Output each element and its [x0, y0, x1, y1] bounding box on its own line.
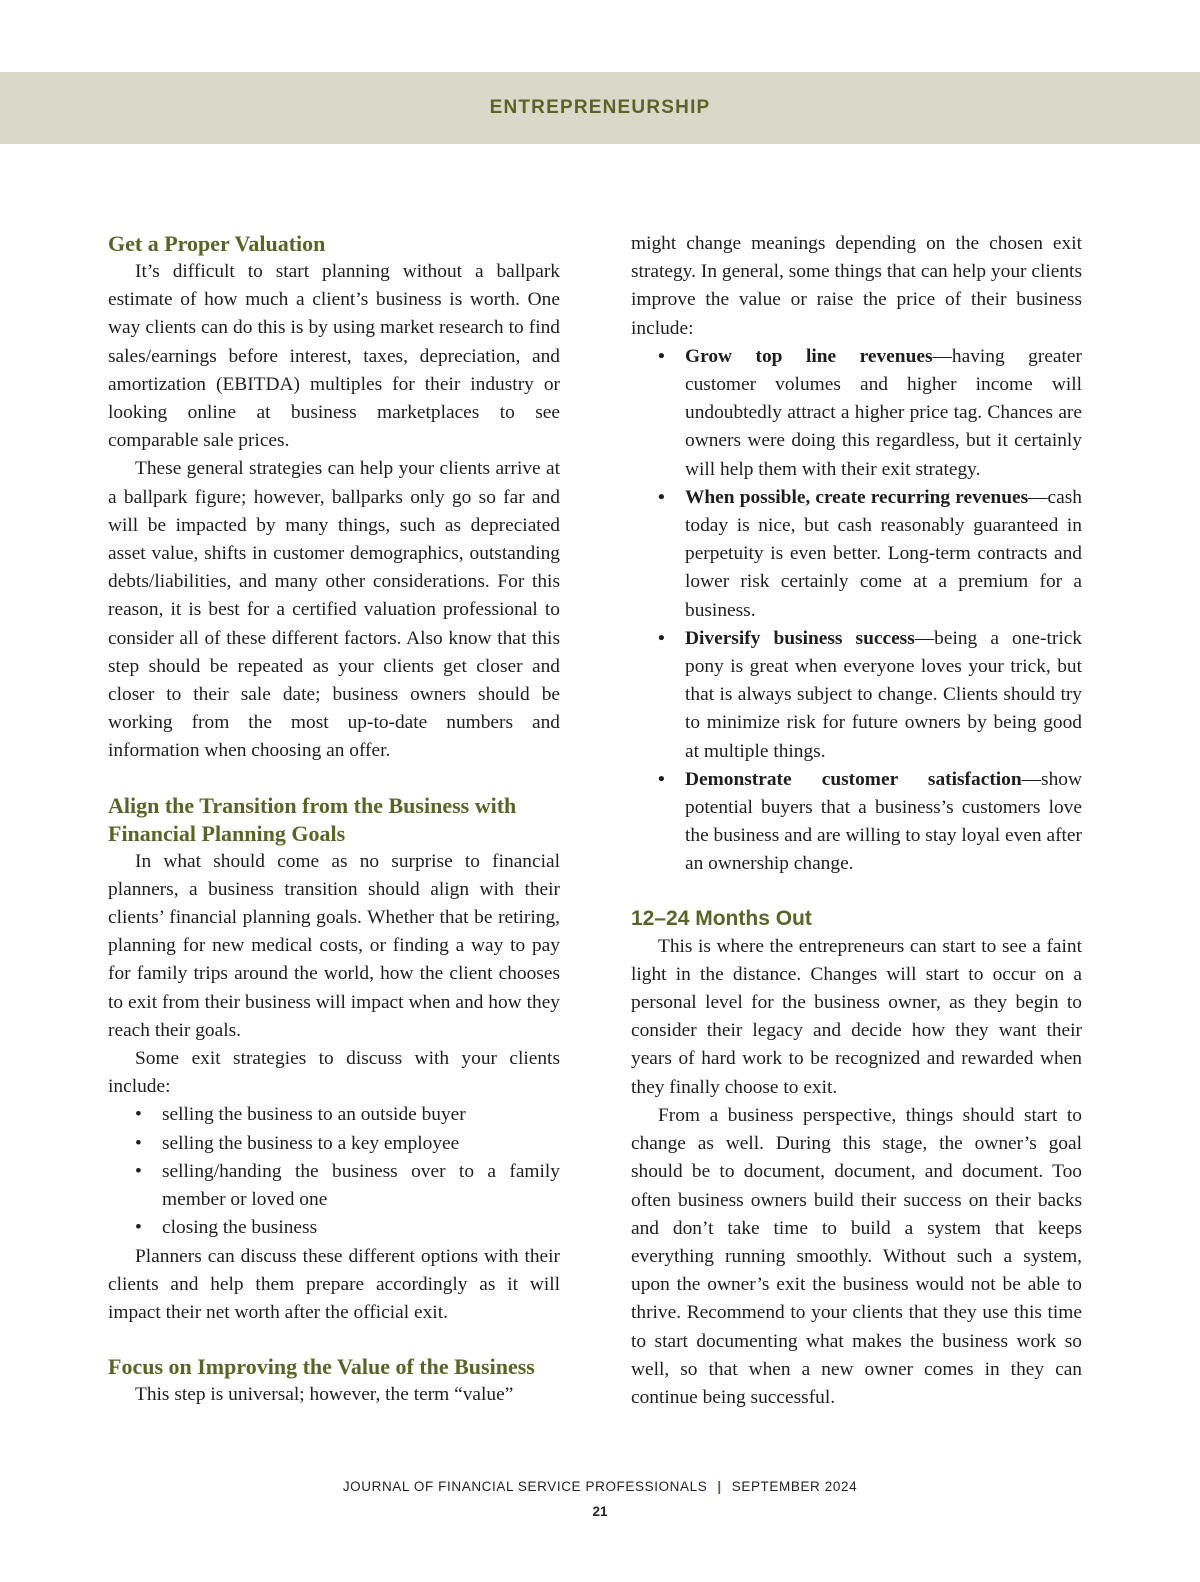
- journal-title: JOURNAL OF FINANCIAL SERVICE PROFESSIONALS: [342, 1479, 708, 1494]
- list-item: • Demonstrate customer satisfaction—show potential buyers that a business’s customers love the business and are willing to stay loyal even after an ownership change.: [631, 766, 1082, 879]
- right-column: [631, 230, 1082, 1412]
- bullet-icon: •: [135, 1132, 142, 1154]
- bullet-icon: •: [658, 768, 665, 790]
- heading-align-transition: Align the Transition from the Business with Financial Planning Goals: [108, 792, 517, 846]
- footer-journal: [0, 1479, 1200, 1494]
- heading-improve-value: Focus on Improving the Value of the Business: [108, 1354, 535, 1380]
- bullet-icon: •: [135, 1160, 142, 1182]
- paragraph: Planners can discuss these different options with their clients and help them prepare accordingly as it will impact their net worth after the official exit.: [108, 1245, 560, 1323]
- paragraph: This step is universal; however, the term “value”: [135, 1384, 514, 1406]
- list-item-lead: Demonstrate customer satisfaction: [685, 768, 1022, 790]
- list-item: • When possible, create recurring revenues—cash today is nice, but cash reasonably guaranteed in perpetuity is even better. Long-term contracts and lower risk certainly come at a premium for a business.: [631, 484, 1082, 625]
- bullet-icon: •: [658, 486, 665, 508]
- paragraph: might change meanings depending on the chosen exit strategy. In general, some things that can help your clients improve the value or raise the price of their business include:: [631, 233, 1082, 339]
- section-title: ENTREPRENEURSHIP: [489, 97, 711, 118]
- bullet-icon: •: [658, 345, 665, 367]
- paragraph: In what should come as no surprise to financial planners, a business transition should align with their clients’ financial planning goals. Whether that be retiring, planning for new medical costs, or finding a way to pay for family trips around the world, how the client chooses to exit from their business will impact when and how they reach their goals.: [108, 850, 560, 1041]
- paragraph: From a business perspective, things should start to change as well. During this stage, the owner’s goal should be to document, document, and document. Too often business owners build their success on their backs and don’t take time to build a system that keeps everything running smoothly. Without such a system, upon the owner’s exit the business would not be able to thrive. Recommend to your clients that they use this time to start documenting what makes the business work so well, so that when a new owner comes in they can continue being successful.: [631, 1104, 1082, 1408]
- list-item: • selling/handing the business over to a family member or loved one: [108, 1158, 560, 1214]
- list-item: • selling the business to an outside buyer: [108, 1101, 560, 1129]
- list-item: • closing the business: [108, 1214, 560, 1242]
- list-item-lead: Grow top line revenues: [685, 345, 933, 367]
- paragraph: Some exit strategies to discuss with your clients include:: [108, 1048, 560, 1098]
- issue-date: SEPTEMBER 2024: [731, 1479, 858, 1494]
- bullet-icon: •: [135, 1104, 142, 1126]
- paragraph: These general strategies can help your clients arrive at a ballpark figure; however, ballparks only go so far and will be impacted by many things, such as depreciated asset value, shifts in customer demographics, outstanding debts/liabilities, and many other considerations. For this reason, it is best for a certified valuation professional to consider all of these different factors. Also know that this step should be repeated as your clients get closer and closer to their sale date; business owners should be working from the most up-to-date numbers and information when choosing an offer.: [108, 458, 560, 762]
- paragraph: It’s difficult to start planning without a ballpark estimate of how much a client’s business is worth. One way clients can do this is by using market research to find sales/earnings before interest, taxes, depreciation, and amortization (EBITDA) multiples for their industry or looking online at business marketplaces to see comparable sale prices.: [108, 261, 560, 452]
- footer-separator: |: [717, 1479, 722, 1494]
- list-item-lead: When possible, create recurring revenues: [685, 486, 1029, 508]
- bullet-icon: •: [658, 627, 665, 649]
- heading-proper-valuation: Get a Proper Valuation: [108, 231, 326, 256]
- value-tips-list: [631, 343, 1082, 879]
- list-item: • Diversify business success—being a one-trick pony is great when everyone loves your trick, but that is always subject to change. Clients should try to minimize risk for future owners by being good at multiple things.: [631, 625, 1082, 766]
- list-item: • Grow top line revenues—having greater customer volumes and higher income will undoubtedly attract a higher price tag. Chances are owners were doing this regardless, but it certainly will help them with their exit strategy.: [631, 343, 1082, 484]
- page-number: 21: [592, 1504, 608, 1519]
- section-banner: [0, 72, 1200, 144]
- exit-strategies-list: [108, 1101, 560, 1242]
- bullet-icon: •: [135, 1217, 142, 1239]
- paragraph: This is where the entrepreneurs can start to see a faint light in the distance. Changes will start to occur on a personal level for the business owner, as they begin to consider their legacy and decide how they want their years of hard work to be recognized and rewarded when they finally choose to exit.: [631, 935, 1082, 1098]
- heading-12-24-months: 12–24 Months Out: [631, 906, 812, 930]
- list-item: • selling the business to a key employee: [108, 1130, 560, 1158]
- left-column: [108, 230, 560, 1409]
- list-item-lead: Diversify business success: [685, 627, 915, 649]
